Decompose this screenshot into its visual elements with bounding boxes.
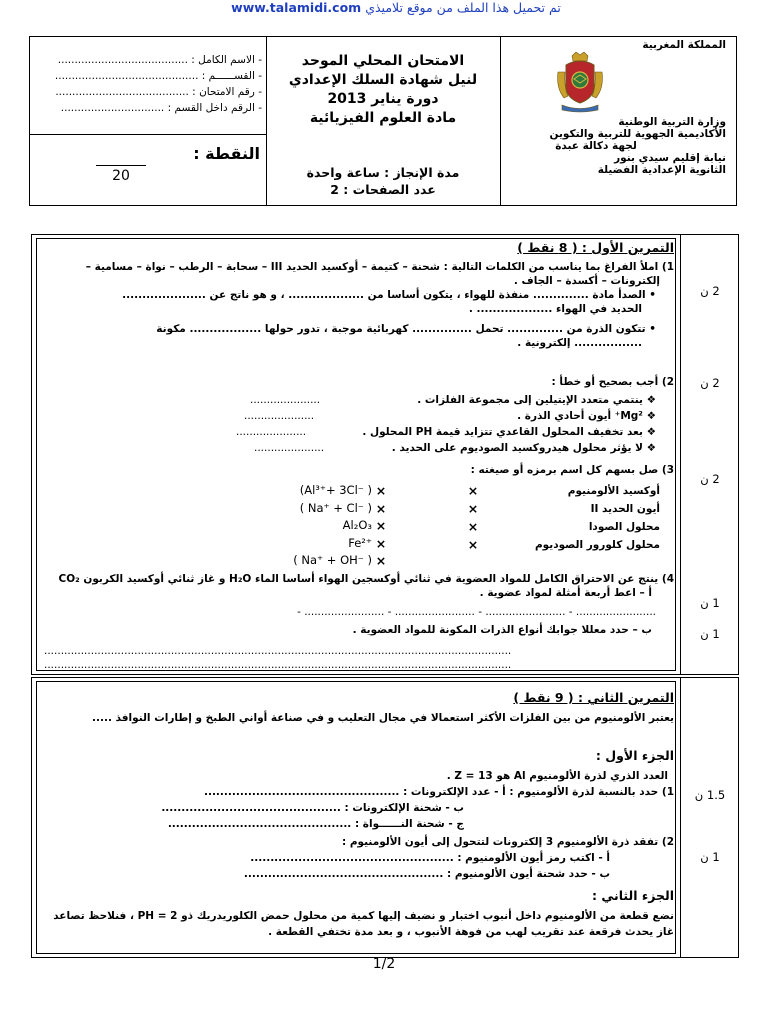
answer-blank[interactable]: .....................	[250, 394, 321, 406]
province-label: نيابة إقليم سيدي بنور	[614, 152, 726, 164]
matching-name: محلول الصودا	[588, 521, 660, 533]
ex2-intro: يعتبر الألومنيوم من بين الفلزات الأكثر استعمالا في مجال التعليب و في صناعة أواني الطبخ و إطارات النوافذ .....	[91, 712, 674, 724]
ex1-q4-a: أ – اعط أربعة أمثلة لمواد عضوية .	[479, 587, 652, 599]
academy-label: الأكاديمية الجهوية للتربية والتكوين	[549, 128, 726, 140]
ex1-q3-title: 3) صل بسهم كل اسم برمزه أو صيغته :	[470, 464, 674, 476]
ex2-q1[interactable]: 1) حدد بالنسبة لذرة الألومنيوم : أ - عدد الإلكترونات : .................................................	[203, 786, 674, 798]
ex2-q2-b[interactable]: ب - حدد شحنة أيون الألومنيوم : ..................................................	[243, 868, 610, 880]
answer-line[interactable]: ............................................................................................................................................	[44, 659, 512, 671]
match-point-icon[interactable]: ×	[467, 519, 479, 534]
matching-formula: ( Na⁺ + Cl⁻ )	[299, 500, 372, 515]
ex1-q1-words: إلكترونات – أكسدة – الجاف .	[513, 275, 660, 287]
match-point-icon[interactable]: ×	[375, 553, 387, 569]
ex1-q2-item: ❖ بعد تخفيف المحلول القاعدي تتزايد قيمة PH المحلول .	[362, 426, 656, 438]
points-column-divider	[680, 234, 681, 675]
banner-site[interactable]: www.talamidi.com	[231, 0, 362, 15]
banner-text: تم تحميل هذا الملف من موقع تلاميذي	[365, 0, 561, 15]
ex2-part2-line: غاز يحدث فرقعة عند تقريب لهب من فوهة الأنبوب ، و بعد مدة تختفي القطعة .	[268, 926, 674, 938]
ministry-label: وزارة التربية الوطنية	[618, 116, 726, 128]
ex2-q2-a[interactable]: أ - اكتب رمز أيون الألومنيوم : ...................................................	[250, 852, 610, 864]
ex1-q4-b-answer	[44, 644, 670, 672]
answer-line[interactable]: ............................................................................................................................................	[44, 645, 512, 657]
match-point-icon[interactable]: ×	[467, 483, 479, 498]
matching-formula: ( Na⁺ + OH⁻ )	[293, 553, 372, 568]
exam-meta	[270, 164, 496, 198]
student-fields	[34, 52, 262, 116]
points-ex2-q2: 1 ن	[700, 850, 720, 864]
matching-formula: Fe²⁺	[348, 535, 372, 550]
coat-of-arms-icon	[556, 52, 604, 114]
header-divider	[266, 36, 267, 206]
matching-formula: (Al³⁺+ 3Cl⁻ )	[299, 483, 372, 497]
ex1-q3-formulas	[260, 482, 372, 570]
ex1-q4-a-answer[interactable]: - ........................ - ........................ - ........................ - ........................	[297, 606, 656, 618]
exercise-1-title: التمرين الأول : ( 8 نقط )	[517, 240, 674, 255]
ex1-q3-name-marks	[466, 482, 480, 554]
match-point-icon[interactable]: ×	[375, 500, 387, 516]
ex2-q1-b[interactable]: ب - شحنة الإلكترونات : .............................................	[161, 802, 464, 814]
region-label: لجهة دكالة عبدة	[555, 140, 637, 152]
exam-title: الامتحان المحلي الموحد	[301, 53, 465, 69]
kingdom-label: المملكة المغربية	[642, 39, 726, 51]
ex2-q2: 2) تفقد ذرة الألومنيوم 3 إلكترونات لتتحول إلى أيون الألومنيوم :	[342, 836, 674, 848]
ex1-q3-formula-marks	[374, 482, 388, 570]
exam-subject: مادة العلوم الفيزيائية	[309, 110, 457, 126]
page-number: 1/2	[372, 956, 396, 972]
exam-session: دورة يناير 2013	[327, 91, 439, 107]
match-point-icon[interactable]: ×	[467, 537, 479, 552]
ex1-q2-answers	[236, 392, 324, 456]
grade-fraction-bar	[96, 165, 146, 166]
ex1-q1-prompt: 1) املأ الفراغ بما يناسب من الكلمات التالية : شحنة – كتيمة – أوكسيد الحديد III – سحابة – الرطب – نواة – مسامية –	[85, 261, 674, 273]
ex2-q1-c[interactable]: ج - شحنة النــــــواة : ..............................................	[167, 818, 464, 830]
ex1-q1-sentence-1b[interactable]: الحديد في الهواء ................... .	[468, 303, 642, 315]
points-q4b: 1 ن	[700, 627, 720, 641]
match-point-icon[interactable]: ×	[467, 501, 479, 516]
header-divider	[29, 134, 267, 135]
ex1-q2-item: ❖ Mg²⁺ أيون أحادي الذرة .	[517, 410, 656, 422]
points-q4a: 1 ن	[700, 596, 720, 610]
exam-duration: مدة الإنجاز : ساعة واحدة	[306, 165, 460, 180]
points-q2: 2 ن	[700, 376, 720, 390]
matching-name: أوكسيد الألومنيوم	[567, 485, 660, 497]
answer-blank[interactable]: .....................	[244, 410, 315, 422]
matching-name: أيون الحديد II	[590, 503, 660, 515]
ex2-part2-line: نضع قطعة من الألومنيوم داخل أنبوب اختبار و نضيف إليها كمية من محلول حمض الكلوريدريك ذو PH = 2 ، فنلاحظ تصاعد	[53, 910, 674, 922]
exam-page-count: عدد الصفحات : 2	[330, 182, 436, 197]
points-q3: 2 ن	[700, 472, 720, 486]
issuer-block	[506, 116, 726, 176]
ex2-part2-title: الجزء الثاني :	[592, 888, 674, 903]
class-field[interactable]: - القســــــم : ...........................................	[54, 70, 262, 82]
grade-max: 20	[112, 168, 130, 184]
ex2-part2	[40, 908, 674, 940]
answer-blank[interactable]: .....................	[236, 426, 307, 438]
ex1-q4	[40, 572, 674, 600]
match-point-icon[interactable]: ×	[375, 518, 387, 534]
ex1-q1	[40, 260, 674, 350]
answer-blank[interactable]: .....................	[254, 442, 325, 454]
grade-label: النقطة :	[193, 144, 260, 163]
match-point-icon[interactable]: ×	[375, 535, 387, 551]
exercise-2-title: التمرين الثاني : ( 9 نقط )	[513, 690, 674, 705]
ex1-q4-b: ب – حدد معللا جوابك أنواع الذرات المكونة للمواد العضوية .	[352, 624, 652, 636]
ex2-atomic-number: العدد الذري لذرة الألومنيوم Al هو Z = 13 .	[446, 770, 668, 782]
exam-title-block	[270, 52, 496, 128]
match-point-icon[interactable]: ×	[375, 483, 387, 498]
points-ex2-q1: 1.5 ن	[694, 788, 726, 802]
ex1-q2-item: ❖ لا يؤثر محلول هيدروكسيد الصوديوم على الحديد .	[391, 442, 656, 454]
ex2-part1	[40, 768, 674, 882]
banner[interactable]	[206, 0, 586, 15]
ex1-q1-sentence-2b[interactable]: ................. إلكترونية .	[517, 337, 642, 349]
matching-name: محلول كلورور الصوديوم	[534, 539, 660, 551]
ex1-q2-title: 2) أجب بصحيح أو خطأ :	[551, 376, 674, 388]
ex1-q1-sentence-1[interactable]: • الصدأ مادة .............. منفذة للهواء ، يتكون أساسا من ................... ، و هو ناتج عن .....................	[122, 289, 656, 301]
ex1-q1-sentence-2[interactable]: • تتكون الذرة من .............. تحمل ............... كهربائية موجبة ، تدور حولها .................. مكونة	[156, 323, 656, 335]
ex1-q3-names	[480, 482, 660, 554]
exam-cycle: لنيل شهادة السلك الإعدادي	[288, 72, 478, 88]
points-column-divider	[680, 677, 681, 958]
points-q1: 2 ن	[700, 284, 720, 298]
class-number-field[interactable]: - الرقم داخل القسم : ...............................	[60, 102, 262, 114]
header-divider	[500, 36, 501, 206]
school-label: الثانوية الإعدادية الفضيلة	[597, 164, 726, 176]
exam-number-field[interactable]: - رقم الامتحان : ........................................	[55, 86, 262, 98]
full-name-field[interactable]: - الاسم الكامل : .......................................	[57, 54, 262, 66]
ex1-q2-item: ❖ ينتمي متعدد الإيتيلين إلى مجموعة الفلزات .	[417, 394, 656, 406]
ex1-q4-statement: 4) ينتج عن الاحتراق الكامل للمواد العضوية في ثنائي أوكسجين الهواء أساسا الماء H₂O و غاز ثنائي أوكسيد الكربون CO₂	[58, 573, 674, 585]
matching-formula: Al₂O₃	[342, 518, 372, 533]
ex2-part1-title: الجزء الأول :	[595, 748, 674, 763]
